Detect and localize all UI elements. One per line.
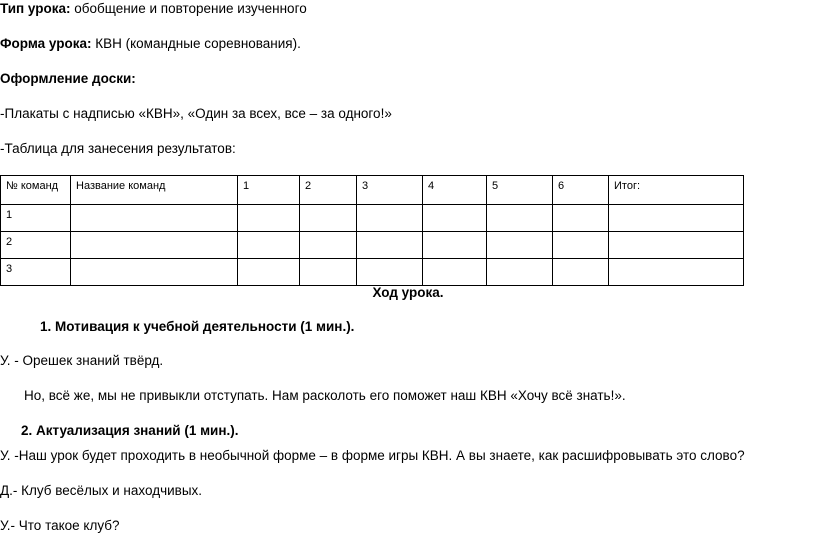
table-cell	[553, 232, 609, 259]
table-cell	[300, 205, 357, 232]
table-row	[1, 205, 744, 232]
table-cell: 1	[1, 205, 71, 232]
table-header-cell: 5	[487, 176, 553, 205]
table-header-cell: № команд	[1, 176, 71, 205]
table-cell	[487, 232, 553, 259]
lesson-type-line	[0, 0, 307, 18]
teacher-line-4: У.- Что такое клуб?	[0, 518, 120, 533]
table-cell	[238, 205, 300, 232]
table-cell	[423, 232, 487, 259]
board-item-table: -Таблица для занесения результатов:	[0, 141, 236, 156]
lesson-flow-title: Ход урока.	[372, 285, 444, 300]
table-cell	[609, 232, 744, 259]
table-header-cell: 6	[553, 176, 609, 205]
table-cell	[357, 232, 423, 259]
section-2-heading: 2. Актуализация знаний (1 мин.).	[21, 423, 239, 438]
table-header-row	[1, 176, 744, 205]
section-1-heading: 1. Мотивация к учебной деятельности (1 мин.).	[40, 319, 355, 334]
table-cell	[423, 259, 487, 286]
table-cell	[300, 259, 357, 286]
board-heading: Оформление доски:	[0, 71, 136, 86]
table-cell	[487, 205, 553, 232]
table-row	[1, 259, 744, 286]
table-cell	[423, 205, 487, 232]
table-cell	[238, 232, 300, 259]
table-cell	[553, 205, 609, 232]
results-table	[0, 175, 744, 286]
lesson-form-line	[0, 35, 301, 53]
table-cell	[357, 205, 423, 232]
table-header-cell: 2	[300, 176, 357, 205]
lesson-type-label: Тип урока:	[0, 1, 71, 16]
teacher-line-1: У. - Орешек знаний твёрд.	[0, 353, 164, 368]
board-item-posters: -Плакаты с надписью «КВН», «Один за всех, все – за одного!»	[0, 106, 392, 121]
lesson-form-value: КВН (командные соревнования).	[91, 36, 301, 51]
student-line-1: Д.- Клуб весёлых и находчивых.	[0, 483, 203, 498]
table-header-cell: Название команд	[71, 176, 238, 205]
table-header-cell: Итог:	[609, 176, 744, 205]
table-cell	[71, 232, 238, 259]
table-header-cell: 4	[423, 176, 487, 205]
table-cell	[238, 259, 300, 286]
table-cell	[609, 259, 744, 286]
table-header-cell: 1	[238, 176, 300, 205]
teacher-line-2: Но, всё же, мы не привыкли отступать. Нам расколоть его поможет наш КВН «Хочу всё знать!».	[24, 388, 626, 403]
table-cell	[71, 205, 238, 232]
table-cell	[609, 205, 744, 232]
table-cell	[71, 259, 238, 286]
table-cell	[487, 259, 553, 286]
table-header-cell: 3	[357, 176, 423, 205]
table-cell: 2	[1, 232, 71, 259]
table-cell	[300, 232, 357, 259]
teacher-line-3: У. -Наш урок будет проходить в необычной форме – в форме игры КВН. А вы знаете, как расшифровывать это слово?	[0, 448, 745, 463]
table-cell	[357, 259, 423, 286]
table-cell	[553, 259, 609, 286]
lesson-type-value: обобщение и повторение изученного	[70, 1, 307, 16]
table-cell: 3	[1, 259, 71, 286]
lesson-form-label: Форма урока:	[0, 36, 92, 51]
table-row	[1, 232, 744, 259]
